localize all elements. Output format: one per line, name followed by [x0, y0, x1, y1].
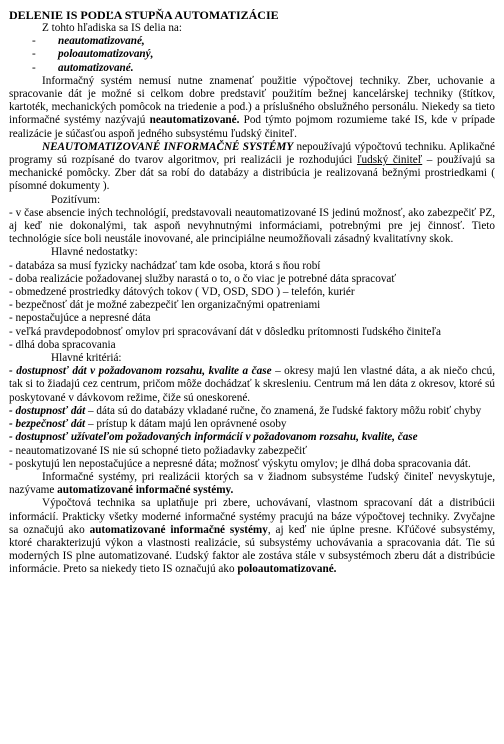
list-item: - dostupnosť dát v požadovanom rozsahu, kvalite a čase – okresy majú len vlastné dáta, a ak niečo chcú, tak si to žiadajú cez centrum, pričom môže dochádzať k skresleniu. Centrum má len dáta z okresov, ktoré sú poskytované v dávkovom režime, čiže sú oneskorené.: [9, 365, 495, 404]
criteria-list: [9, 365, 495, 471]
paragraph-4: Výpočtová technika sa uplatňuje pri zbere, uchovávaní, vlastnom spracovaní dát a distribúcii informácií. Prakticky všetky moderné informačné systémy pracujú na báze výpočtovej techniky. Zvyčajne sa označujú ako automatizované informačné systémy, aj keď nie úplne presne. Kľúčové subsystémy, ktoré charakterizujú výkon a vlastnosti realizácie, sú subsystémy uchovávania a spracovania dát. Tie sú moderných IS plne automatizované. Ľudský faktor ale zostáva stále v subsystémoch zberu dát a distribúcie informácie. Preto sa niekedy tieto IS označujú ako poloautomatizované.: [9, 497, 495, 576]
positive-heading: Pozitívum:: [51, 193, 101, 206]
list-item: - bezpečnosť dát – prístup k dátam majú len oprávnené osoby: [9, 418, 287, 431]
types-list: [9, 35, 495, 75]
criteria-heading: Hlavné kritériá:: [51, 352, 122, 365]
paragraph-1: Informačný systém nemusí nutne znamenať použitie výpočtovej techniky. Zber, uchovanie a spracovanie dát je možné si celkom dobre predstaviť použitím bežnej kancelárskej techniky (štítkov, kartoték, mechanických pomôcok na triedenie a pod.) a príslušného obslužného personálu. Niekedy sa tieto informačné systémy nazývajú neautomatizované. Pod týmto pojmom rozumieme také IS, kde v prípade realizácie je súčasťou aspoň jedného subsystému ľudský činiteľ.: [9, 74, 495, 140]
paragraph-3: Informačné systémy, pri realizácii ktorých sa v žiadnom subsystéme ľudský činiteľ nevyskytuje, nazývame automatizované informačné systémy.: [9, 470, 495, 497]
list-item: - veľká pravdepodobnosť omylov pri spracovávaní dát v dôsledku prítomnosti ľudského činiteľa: [9, 325, 441, 338]
list-item: - poloautomatizovaný,: [32, 48, 154, 61]
list-item: - neautomatizované,: [32, 35, 145, 48]
list-item: - doba realizácie požadovanej služby narastá o to, o čo viac je potrebné dáta spracovať: [9, 272, 397, 285]
document-title: DELENIE IS PODĽA STUPŇA AUTOMATIZÁCIE: [9, 8, 279, 22]
list-item: - neautomatizované IS nie sú schopné tieto požiadavky zabezpečiť: [9, 444, 308, 457]
positive-text: - v čase absencie iných technológií, predstavovali neautomatizované IS jedinú možnosť, ako zabezpečiť PZ, aj keď nie dokonalými, tak aspoň nevyhnutnými informáciami, potrebnými pre jej činnosť. Tieto technológie síce boli neustále inovované, ale principiálne neumožňovali zásadný kvalitatívny skok.: [9, 206, 495, 246]
list-item: - obmedzené prostriedky dátových tokov ( VD, OSD, SDO ) – telefón, kuriér: [9, 286, 355, 299]
paragraph-2: NEAUTOMATIZOVANÉ INFORMAČNÉ SYSTÉMY nepoužívajú výpočtovú techniku. Aplikačné programy sú rozpísané do tvarov algoritmov, pri realizácii je rozhodujúci ľudský činiteľ – používajú sa mechanické pomôcky. Zber dát sa robí do databázy a distribúcia je realizovaná bežnými prostriedkami ( písomné dokumenty ).: [9, 140, 495, 193]
list-item: - bezpečnosť dát je možné zabezpečiť len organizačnými opatreniami: [9, 299, 321, 312]
list-item: - dostupnosť užívateľom požadovaných informácií v požadovanom rozsahu, kvalite, čase: [9, 431, 418, 444]
shortcomings-list: [9, 260, 495, 352]
list-item: - dlhá doba spracovania: [9, 338, 116, 351]
shortcomings-heading: Hlavné nedostatky:: [51, 246, 138, 259]
list-item: - dostupnosť dát – dáta sú do databázy vkladané ručne, čo znamená, že ľudské faktory môžu robiť chyby: [9, 404, 482, 417]
list-item: - databáza sa musí fyzicky nachádzať tam kde osoba, ktorá s ňou robí: [9, 259, 321, 272]
list-item: - nepostačujúce a nepresné dáta: [9, 312, 151, 325]
list-item: - automatizované.: [32, 61, 134, 74]
intro-text: Z tohto hľadiska sa IS delia na:: [42, 22, 183, 34]
list-item: - poskytujú len nepostačujúce a nepresné dáta; možnosť výskytu omylov; je dlhá doba spracovania dát.: [9, 457, 471, 470]
